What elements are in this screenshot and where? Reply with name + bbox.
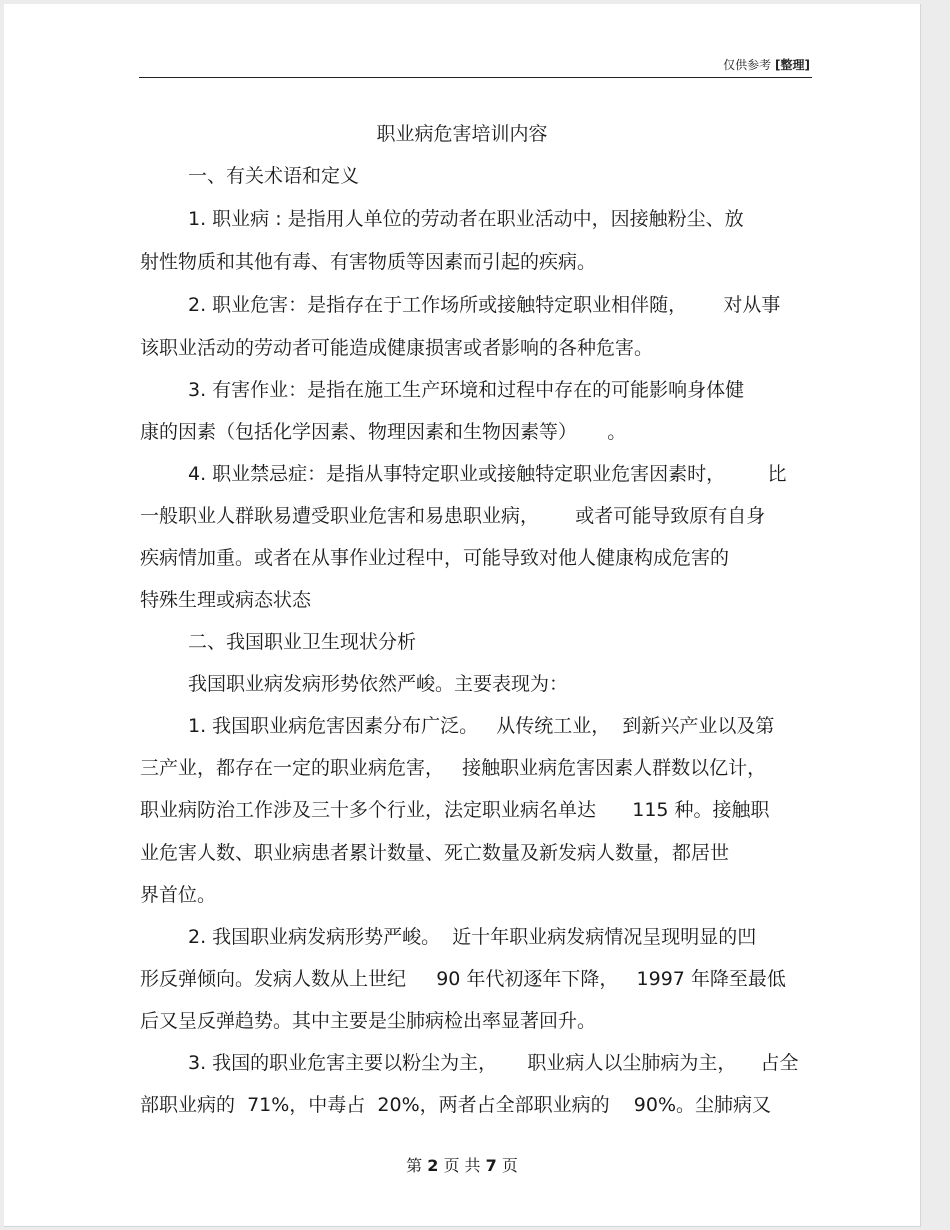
paragraph-line: 形反弹倾向。发病人数从上世纪 90 年代初逐年下降， 1997 年降至最低: [140, 968, 786, 990]
paragraph-line: 射性物质和其他有毒、有害物质等因素而引起的疾病。: [140, 251, 597, 273]
paragraph-line: 1. 我国职业病危害因素分布广泛。 从传统工业， 到新兴产业以及第: [188, 715, 775, 737]
footer-mid: 页 共: [443, 1156, 481, 1175]
paragraph-line: 特殊生理或病态状态: [140, 589, 312, 611]
header-rule: [139, 77, 812, 78]
total-page-number: 7: [485, 1156, 497, 1175]
current-page-number: 2: [427, 1156, 439, 1175]
paragraph-line: 康的因素（包括化学因素、物理因素和生物因素等） 。: [140, 421, 627, 443]
paragraph-line: 4. 职业禁忌症：是指从事特定职业或接触特定职业危害因素时， 比: [188, 463, 787, 485]
header-tag: [整理]: [775, 58, 810, 72]
footer-suffix: 页: [501, 1156, 518, 1175]
section-heading: 二、我国职业卫生现状分析: [188, 631, 417, 653]
document-page: [4, 4, 921, 1227]
paragraph-line: 我国职业病发病形势依然严峻。主要表现为：: [188, 673, 569, 695]
footer-prefix: 第: [406, 1156, 423, 1175]
section-heading: 一、有关术语和定义: [188, 165, 360, 187]
paragraph-line: 2. 职业危害：是指存在于工作场所或接触特定职业相伴随， 对从事: [188, 294, 781, 316]
paragraph-line: 1. 职业病 : 是指用人单位的劳动者在职业活动中，因接触粉尘、放: [188, 208, 744, 230]
header-note: [723, 57, 810, 73]
paragraph-line: 一般职业人群耿易遭受职业危害和易患职业病， 或者可能导致原有自身: [140, 505, 766, 527]
document-title: 职业病危害培训内容: [376, 123, 548, 145]
paragraph-line: 界首位。: [140, 884, 217, 906]
paragraph-line: 3. 我国的职业危害主要以粉尘为主， 职业病人以尘肺病为主， 占全: [188, 1052, 799, 1074]
paragraph-line: 三产业，都存在一定的职业病危害， 接触职业病危害因素人群数以亿计，: [140, 757, 767, 779]
page-number-footer: [4, 1155, 920, 1177]
header-note-text: 仅供参考: [723, 58, 772, 72]
paragraph-line: 业危害人数、职业病患者累计数量、死亡数量及新发病人数量，都居世: [140, 842, 730, 864]
paragraph-line: 部职业病的 71%，中毒占 20%，两者占全部职业病的 90%。尘肺病又: [140, 1094, 772, 1116]
paragraph-line: 3. 有害作业：是指在施工生产环境和过程中存在的可能影响身体健: [188, 379, 745, 401]
paragraph-line: 该职业活动的劳动者可能造成健康损害或者影响的各种危害。: [140, 337, 654, 359]
paragraph-line: 职业病防治工作涉及三十多个行业，法定职业病名单达 115 种。接触职: [140, 799, 770, 821]
paragraph-line: 2. 我国职业病发病形势严峻。 近十年职业病发病情况呈现明显的凹: [188, 926, 757, 948]
paragraph-line: 后又呈反弹趋势。其中主要是尘肺病检出率显著回升。: [140, 1010, 597, 1032]
paragraph-line: 疾病情加重。或者在从事作业过程中，可能导致对他人健康构成危害的: [140, 547, 730, 569]
